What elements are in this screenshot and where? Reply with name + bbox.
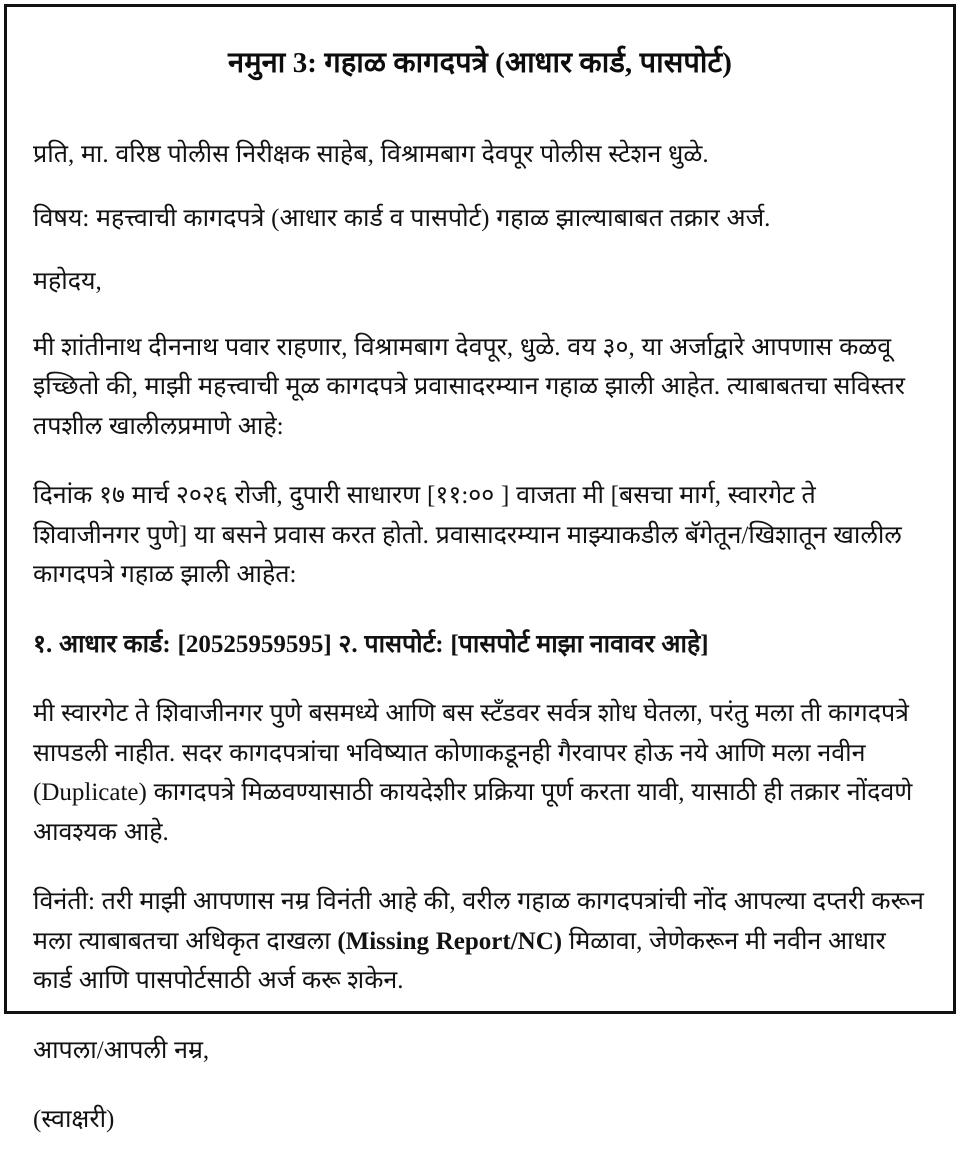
request-paragraph xyxy=(33,882,927,1001)
intro-paragraph: मी शांतीनाथ दीननाथ पवार राहणार, विश्रामबाग देवपूर, धुळे. वय ३०, या अर्जाद्वारे आपणास कळवू इच्छितो की, माझी महत्त्वाची मूळ कागदपत्रे प्रवासादरम्यान गहाळ झाली आहेत. त्याबाबतचा सविस्तर तपशील खालीलप्रमाणे आहे: xyxy=(33,333,906,440)
subject-line: विषय: महत्त्वाची कागदपत्रे (आधार कार्ड व पासपोर्ट) गहाळ झाल्याबाबत तक्रार अर्ज. xyxy=(33,204,771,232)
search-paragraph: मी स्वारगेट ते शिवाजीनगर पुणे बसमध्ये आणि बस स्टँडवर सर्वत्र शोध घेतला, परंतु मला ती कागदपत्रे सापडली नाहीत. सदर कागदपत्रांचा भविष्यात कोणाकडूनही गैरवापर होऊ नये आणि मला नवीन (Duplicate) कागदपत्रे मिळवण्यासाठी कायदेशीर प्रक्रिया पूर्ण करता यावी, यासाठी ही तक्रार नोंदवणे आवश्यक आहे. xyxy=(33,700,913,846)
addressee-line: प्रति, मा. वरिष्ठ पोलीस निरीक्षक साहेब, विश्रामबाग देवपूर पोलीस स्टेशन धुळे. xyxy=(33,141,709,169)
request-paragraph-part2: मिळावा, जेणेकरून मी नवीन आधार कार्ड आणि पासपोर्टसाठी अर्ज करू शकेन. xyxy=(33,927,886,995)
salutation: महोदय, xyxy=(33,268,102,296)
document-body xyxy=(7,7,953,1150)
incident-paragraph: दिनांक १७ मार्च २०२६ रोजी, दुपारी साधारण [११:०० ] वाजता मी [बसचा मार्ग, स्वारगेट ते शिवाजीनगर पुणे] या बसने प्रवास करत होतो. प्रवासादरम्यान माझ्याकडील बॅगेतून/खिशातून खालील कागदपत्रे गहाळ झाली आहेत: xyxy=(33,482,902,589)
closing-line: आपला/आपली नम्र, xyxy=(33,1036,210,1064)
missing-report-reference: (Missing Report/NC) xyxy=(337,927,563,955)
document-page-frame xyxy=(4,4,956,1134)
request-paragraph-part1: विनंती: तरी माझी आपणास नम्र विनंती आहे की, वरील गहाळ कागदपत्रांची नोंद आपल्या दप्तरी करून मला त्याबाबतचा अधिकृत दाखला xyxy=(33,888,924,955)
lost-documents-line: १. आधार कार्ड: [20525959595] २. पासपोर्ट: [पासपोर्ट माझा नावावर आहे] xyxy=(33,630,709,658)
page-title: नमुना 3: गहाळ कागदपत्रे (आधार कार्ड, पासपोर्ट) xyxy=(228,47,732,79)
signature-line: (स्वाक्षरी) xyxy=(33,1106,115,1134)
